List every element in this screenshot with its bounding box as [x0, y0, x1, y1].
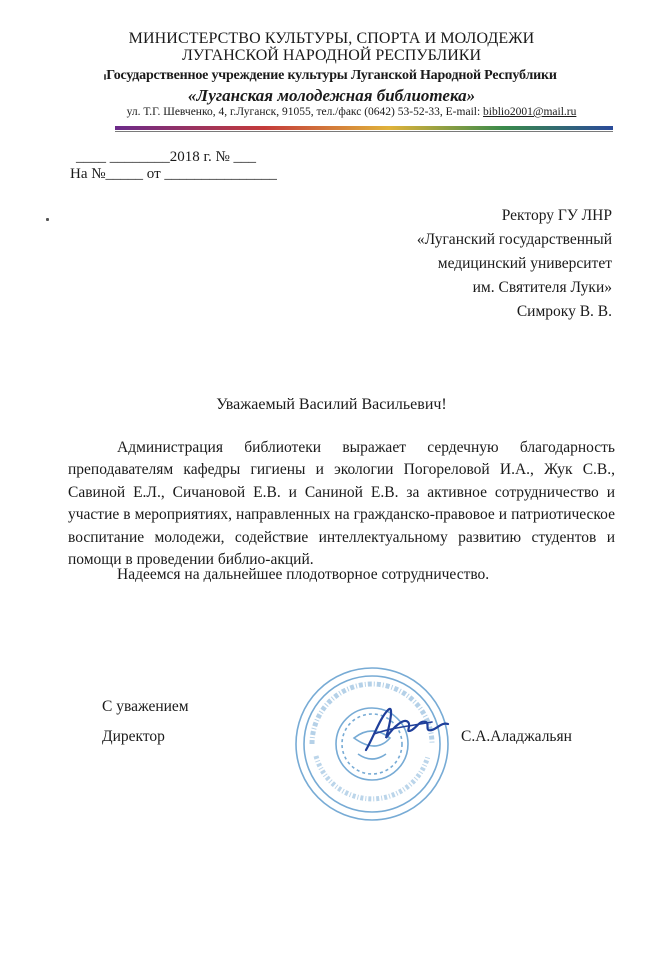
- letterhead-color-rule: [115, 126, 613, 130]
- library-name-heading: «Луганская молодежная библиотека»: [187, 86, 476, 105]
- scan-speck: [46, 218, 49, 221]
- closing-phrase: С уважением: [102, 698, 189, 715]
- republic-heading: ЛУГАНСКОЙ НАРОДНОЙ РЕСПУБЛИКИ: [181, 47, 482, 64]
- salutation: Уважаемый Василий Васильевич!: [216, 396, 447, 413]
- director-signature: [360, 700, 460, 760]
- addressee-line: Симроку В. В.: [516, 303, 612, 320]
- letterhead-divider: [115, 131, 613, 132]
- signer-position: Директор: [102, 728, 165, 745]
- letter-body-paragraph: Администрация библиотеки выражает сердечную благодарность преподавателям кафедры гигиены и экологии Погореловой И.А., Жук С.В., Савиной Е.Л., Сичановой Е.В. и Саниной Е.В. за активное сотрудничество и участие в мероприятиях, направленных на гражданско-правовое и патриотическое воспитание молодежи, содействие интеллектуальному развитию студентов и помощи в проведении библио-акций.: [68, 439, 615, 569]
- scan-speck: [104, 74, 106, 80]
- institution-heading: Государственное учреждение культуры Луганской Народной Республики: [106, 68, 557, 83]
- incoming-reference-line: На №_____ от _______________: [70, 166, 277, 182]
- outgoing-reference-line: ____ ________2018 г. № ___: [76, 149, 257, 165]
- addressee-line: медицинский университет: [437, 255, 612, 272]
- addressee-line: им. Святителя Луки»: [472, 279, 612, 296]
- signer-name: С.А.Аладжальян: [461, 728, 572, 745]
- address-line: [20, 106, 663, 118]
- email-link[interactable]: biblio2001@mail.ru: [483, 106, 577, 118]
- ministry-heading: МИНИСТЕРСТВО КУЛЬТУРЫ, СПОРТА И МОЛОДЕЖИ: [128, 30, 535, 47]
- addressee-line: Ректору ГУ ЛНР: [501, 207, 612, 224]
- letter-closing-paragraph: Надеемся на дальнейшее плодотворное сотрудничество.: [117, 566, 490, 583]
- address-text: ул. Т.Г. Шевченко, 4, г.Луганск, 91055, тел./факс (0642) 53-52-33, E-mail:: [126, 106, 484, 118]
- addressee-block: [417, 204, 612, 324]
- addressee-line: «Луганский государственный: [416, 231, 612, 248]
